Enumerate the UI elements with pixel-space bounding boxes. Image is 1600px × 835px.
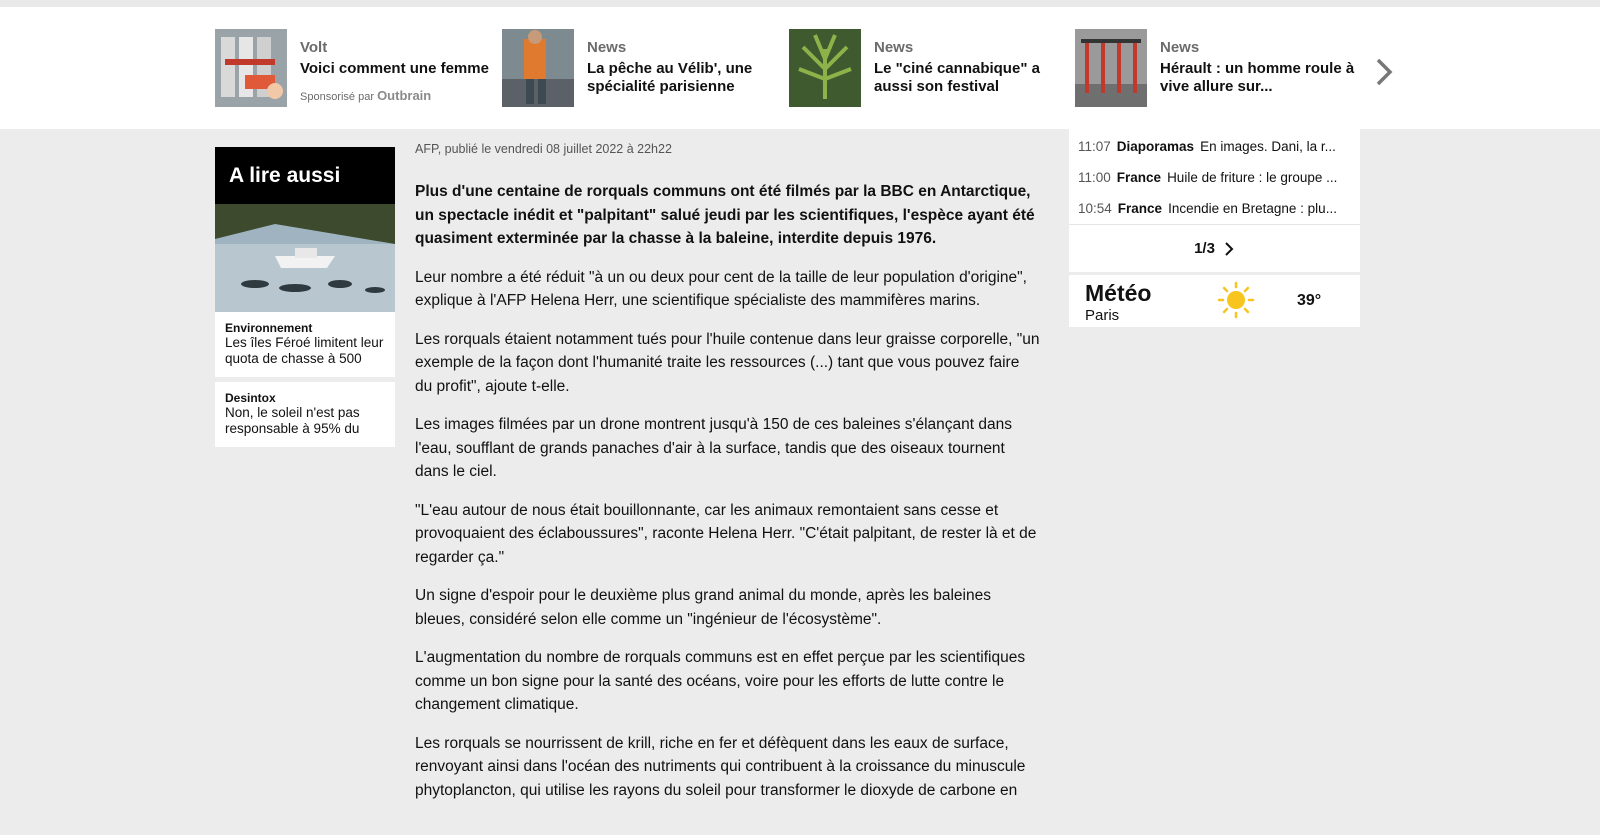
chevron-right-icon[interactable] bbox=[1372, 57, 1396, 87]
meteo-temperature: 39° bbox=[1297, 292, 1322, 309]
flash-title[interactable]: En images. Dani, la r... bbox=[1200, 139, 1336, 154]
flash-title[interactable]: Incendie en Bretagne : plu... bbox=[1168, 201, 1337, 216]
article-paragraph: Les rorquals étaient notamment tués pour l'huile contenue dans leur graisse corporelle, "un exemple de la façon dont l'humanité traite les ressources (...) tant que vous pouvez faire du profit", ajoute t-elle. bbox=[415, 330, 1040, 395]
flash-category: France bbox=[1116, 170, 1162, 185]
outbrain-recommendations bbox=[0, 7, 1600, 129]
recommendation-thumbnail bbox=[789, 29, 861, 107]
article-paragraph: Leur nombre a été réduit "à un ou deux pour cent de la taille de leur population d'origine", explique à l'AFP Helena Herr, une scientifique spécialiste des mammifères marins. bbox=[415, 268, 1027, 309]
article-body bbox=[415, 142, 1040, 817]
article-lead: Plus d'une centaine de rorquals communs ont été filmés par la BBC en Antarctique, un spectacle inédit et "palpitant" salué jeudi par les scientifiques, l'espèce ayant été quasiment exterminée par la chasse à la baleine, interdite depuis 1976. bbox=[415, 183, 1035, 247]
article-paragraph: Les images filmées par un drone montrent jusqu'à 150 de ces baleines s'élançant dans l'eau, soufflant de grands panaches d'air à la surface, tandis que des oiseaux tournent dans le ciel. bbox=[415, 416, 1013, 480]
news-flash-list bbox=[1069, 129, 1360, 224]
news-flash-item[interactable] bbox=[1069, 131, 1350, 162]
recommendation-source: News bbox=[874, 39, 914, 56]
recommendation-thumbnail bbox=[1075, 29, 1147, 107]
card-title[interactable]: Non, le soleil n'est pas responsable à 95% du bbox=[225, 405, 360, 436]
card-category: Desintox bbox=[225, 391, 276, 405]
meteo-widget[interactable] bbox=[1069, 272, 1360, 327]
a-lire-aussi-card[interactable] bbox=[215, 312, 395, 377]
top-strip bbox=[0, 0, 1600, 7]
recommendation-source: News bbox=[587, 39, 627, 56]
article-paragraph: L'augmentation du nombre de rorquals communs est en effet perçue par les scientifiques comme un bon signe pour la santé des océans, voire pour les efforts de lutte contre le changement climatique. bbox=[415, 649, 1026, 713]
flash-title[interactable]: Huile de friture : le groupe ... bbox=[1167, 170, 1338, 185]
a-lire-aussi-image[interactable] bbox=[215, 204, 395, 312]
a-lire-aussi-panel bbox=[215, 147, 395, 447]
a-lire-aussi-heading: A lire aussi bbox=[215, 147, 395, 204]
card-category: Environnement bbox=[225, 321, 313, 335]
flash-pager bbox=[1069, 224, 1360, 272]
recommendation-title[interactable]: La pêche au Vélib', une spécialité parisienne bbox=[587, 60, 753, 95]
sponsored-label: Sponsorisé par bbox=[300, 91, 374, 103]
right-sidebar bbox=[1069, 129, 1360, 327]
news-flash-item[interactable] bbox=[1069, 193, 1350, 224]
flash-time: 10:54 bbox=[1078, 201, 1112, 216]
article-byline: AFP, publié le vendredi 08 juillet 2022 à 22h22 bbox=[415, 142, 672, 156]
whale-boat-photo bbox=[215, 204, 395, 312]
pager-count: 1/3 bbox=[1194, 240, 1215, 257]
flash-category: France bbox=[1117, 201, 1163, 216]
recommendation-thumbnail bbox=[215, 29, 287, 107]
recommendation-title[interactable]: Voici comment une femme bbox=[300, 60, 489, 77]
recommendation-thumbnail bbox=[502, 29, 574, 107]
recommendation-card[interactable] bbox=[789, 29, 1069, 109]
recommendation-card[interactable] bbox=[502, 29, 782, 109]
sponsored-by[interactable] bbox=[300, 88, 500, 103]
recommendation-title[interactable]: Hérault : un homme roule à vive allure sur... bbox=[1160, 60, 1355, 95]
meteo-title: Météo bbox=[1085, 280, 1152, 306]
recommendation-source: News bbox=[1160, 39, 1200, 56]
recommendation-card[interactable] bbox=[1075, 29, 1355, 109]
recommendation-card[interactable] bbox=[215, 29, 500, 109]
meteo-city: Paris bbox=[1085, 307, 1120, 324]
article-paragraph: "L'eau autour de nous était bouillonnante, car les animaux remontaient sans cesse et provoquaient des éclaboussures", raconte Helena Herr. "C'était palpitant, de rester là et de regarder ça." bbox=[415, 501, 1037, 566]
recommendation-source: Volt bbox=[300, 39, 328, 56]
a-lire-aussi-card[interactable] bbox=[215, 382, 395, 447]
news-flash-item[interactable] bbox=[1069, 162, 1350, 193]
flash-time: 11:07 bbox=[1078, 139, 1111, 154]
outbrain-logo: Outbrain bbox=[377, 88, 432, 103]
card-title[interactable]: Les îles Féroé limitent leur quota de chasse à 500 bbox=[225, 335, 384, 366]
sun-icon bbox=[1217, 281, 1255, 319]
article-paragraph: Les rorquals se nourrissent de krill, riche en fer et défèquent dans les eaux de surface, renvoyant ainsi dans l'océan des nutriments qui contribuent à la croissance du minuscule phytoplancton, qui utilise les rayons du soleil pour transformer le dioxyde de carbone en bbox=[415, 734, 1026, 799]
recommendation-title[interactable]: Le "ciné cannabique" a aussi son festival bbox=[874, 60, 1040, 95]
chevron-right-icon[interactable] bbox=[1223, 242, 1235, 256]
flash-category: Diaporamas bbox=[1116, 139, 1195, 154]
flash-time: 11:00 bbox=[1078, 170, 1111, 185]
article-paragraph: Un signe d'espoir pour le deuxième plus grand animal du monde, après les baleines bleues, considéré selon elle comme un "ingénieur de l'écosystème". bbox=[415, 587, 991, 628]
